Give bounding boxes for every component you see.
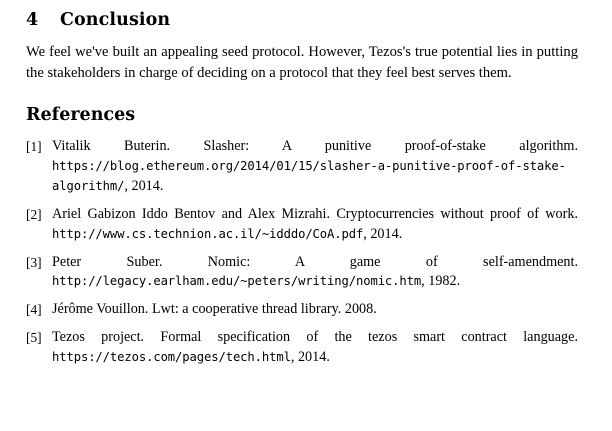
reference-fragment: , 2014. bbox=[290, 349, 330, 365]
reference-list bbox=[26, 137, 578, 368]
reference-item bbox=[26, 205, 578, 245]
reference-fragment: , 1982. bbox=[421, 273, 461, 290]
reference-text bbox=[52, 137, 578, 197]
conclusion-paragraph: We feel we've built an appealing seed protocol. However, Tezos's true potential lies in putting the stakeholders in charge of deciding on a protocol that they feel best serves them. bbox=[26, 44, 578, 81]
references-heading: References bbox=[26, 105, 136, 126]
reference-item bbox=[26, 253, 578, 293]
reference-text bbox=[52, 328, 578, 368]
reference-item bbox=[26, 300, 578, 320]
reference-fragment: , 2014. bbox=[363, 225, 403, 242]
reference-fragment: , 2014. bbox=[124, 177, 164, 194]
reference-label: [4] bbox=[26, 302, 42, 318]
reference-text bbox=[52, 300, 578, 320]
reference-label: [2] bbox=[26, 206, 42, 222]
reference-fragment: Peter Suber. Nomic: A game of self-amendment. bbox=[52, 253, 578, 270]
reference-item bbox=[26, 328, 578, 368]
section-title: Conclusion bbox=[60, 10, 171, 30]
reference-text bbox=[52, 253, 578, 293]
reference-url[interactable]: https://tezos.com/pages/tech.html bbox=[52, 350, 291, 364]
reference-fragment: Tezos project. Formal specification of the tezos smart contract language. bbox=[52, 329, 578, 346]
reference-url[interactable]: http://legacy.earlham.edu/~peters/writing/nomic.htm bbox=[52, 274, 422, 289]
reference-fragment: Ariel Gabizon Iddo Bentov and Alex Mizrahi. Cryptocurrencies without proof of work. bbox=[52, 205, 578, 222]
section-number: 4 bbox=[26, 10, 39, 30]
reference-label: [5] bbox=[26, 330, 42, 346]
reference-text bbox=[52, 205, 578, 245]
section-heading bbox=[26, 10, 578, 30]
reference-url[interactable]: https://blog.ethereum.org/2014/01/15/slasher-a-punitive-proof-of-stake-algorithm/ bbox=[52, 159, 566, 193]
reference-fragment: Vitalik Buterin. Slasher: A punitive proof-of-stake algorithm. bbox=[52, 138, 578, 155]
reference-fragment: Jérôme Vouillon. Lwt: a cooperative thread library. 2008. bbox=[52, 301, 377, 318]
reference-url[interactable]: http://www.cs.technion.ac.il/~idddo/CoA.pdf bbox=[52, 226, 364, 241]
reference-label: [1] bbox=[26, 139, 42, 155]
reference-item bbox=[26, 137, 578, 197]
reference-label: [3] bbox=[26, 254, 42, 270]
